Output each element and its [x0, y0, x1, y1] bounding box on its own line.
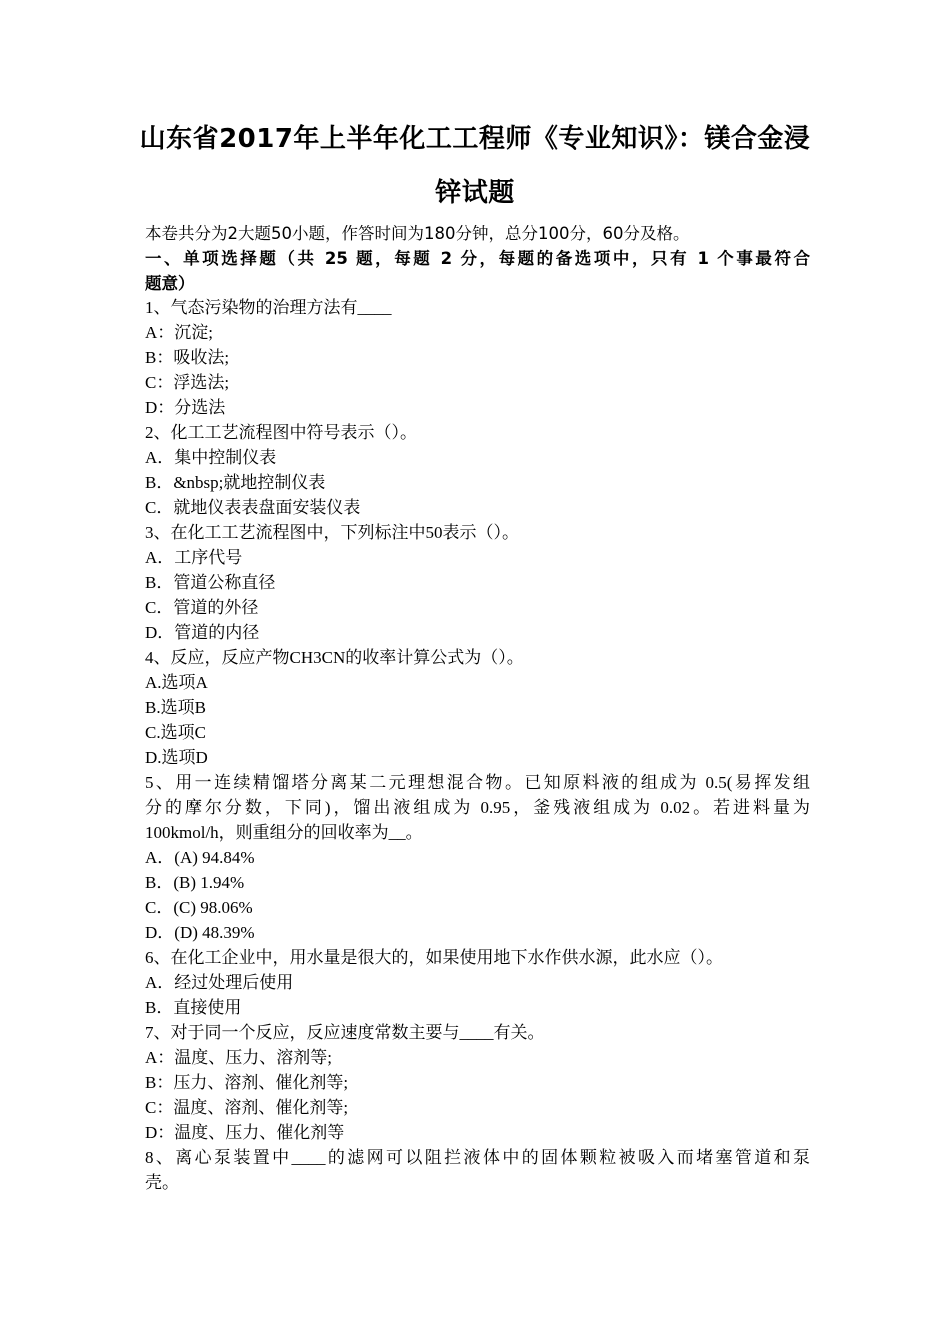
- question-line: B.选项B: [145, 698, 206, 717]
- question-line: 3、在化工工艺流程图中，下列标注中50表示（）。: [145, 523, 519, 542]
- question-line: 8、离心泵装置中____的滤网可以阻拦液体中的固体颗粒被吸入而堵塞管道和泵: [145, 1148, 810, 1167]
- question-line: 1、气态污染物的治理方法有____: [145, 298, 392, 317]
- question-line: B．直接使用: [145, 998, 242, 1017]
- question-line: C：浮选法;: [145, 373, 230, 392]
- question-line: D：分选法: [145, 398, 226, 417]
- question-line: A．(A) 94.84%: [145, 848, 255, 867]
- question-line: D：温度、压力、催化剂等: [145, 1123, 345, 1142]
- question-line: 7、对于同一个反应，反应速度常数主要与____有关。: [145, 1023, 545, 1042]
- question-line: A：温度、压力、溶剂等;: [145, 1048, 332, 1067]
- question-line: 分的摩尔分数，下同)，馏出液组成为 0.95，釜残液组成为 0.02。若进料量为: [145, 798, 810, 817]
- question-line: D．管道的内径: [145, 623, 260, 642]
- question-line: A.选项A: [145, 673, 208, 692]
- question-line: 4、反应，反应产物CH3CN的收率计算公式为（）。: [145, 648, 524, 667]
- question-line: D.选项D: [145, 748, 208, 767]
- question-line: B：吸收法;: [145, 348, 230, 367]
- question-list: [145, 295, 810, 1195]
- exam-info-text: 本卷共分为2大题50小题，作答时间为180分钟，总分100分，60分及格。: [145, 224, 690, 243]
- question-line: A．工序代号: [145, 548, 243, 567]
- question-line: A．集中控制仪表: [145, 448, 277, 467]
- question-line: 6、在化工企业中，用水量是很大的，如果使用地下水作供水源，此水应（）。: [145, 948, 723, 967]
- question-line: A：沉淀;: [145, 323, 213, 342]
- question-line: C：温度、溶剂、催化剂等;: [145, 1098, 349, 1117]
- question-line: B．管道公称直径: [145, 573, 276, 592]
- question-line: B．(B) 1.94%: [145, 873, 245, 892]
- section-heading-line1: 一、单项选择题（共 25 题，每题 2 分，每题的备选项中，只有 1 个事最符合: [145, 249, 810, 268]
- question-line: 壳。: [145, 1173, 179, 1192]
- document-title-line1: 山东省2017年上半年化工工程师《专业知识》：镁合金浸: [139, 124, 811, 154]
- question-line: D．(D) 48.39%: [145, 923, 255, 942]
- question-line: B：压力、溶剂、催化剂等;: [145, 1073, 349, 1092]
- document-title-line2: 锌试题: [435, 178, 515, 208]
- question-line: B．&nbsp;就地控制仪表: [145, 473, 326, 492]
- question-line: 5、用一连续精馏塔分离某二元理想混合物。已知原料液的组成为 0.5(易挥发组: [145, 773, 810, 792]
- question-line: C．(C) 98.06%: [145, 898, 253, 917]
- section-heading-line2: 题意）: [145, 274, 195, 293]
- question-line: C.选项C: [145, 723, 206, 742]
- question-line: A．经过处理后使用: [145, 973, 294, 992]
- question-line: 100kmol/h，则重组分的回收率为__。: [145, 823, 423, 842]
- question-line: C．管道的外径: [145, 598, 259, 617]
- exam-intro: [145, 221, 810, 296]
- question-line: C．就地仪表表盘面安装仪表: [145, 498, 361, 517]
- question-line: 2、化工工艺流程图中符号表示（）。: [145, 423, 417, 442]
